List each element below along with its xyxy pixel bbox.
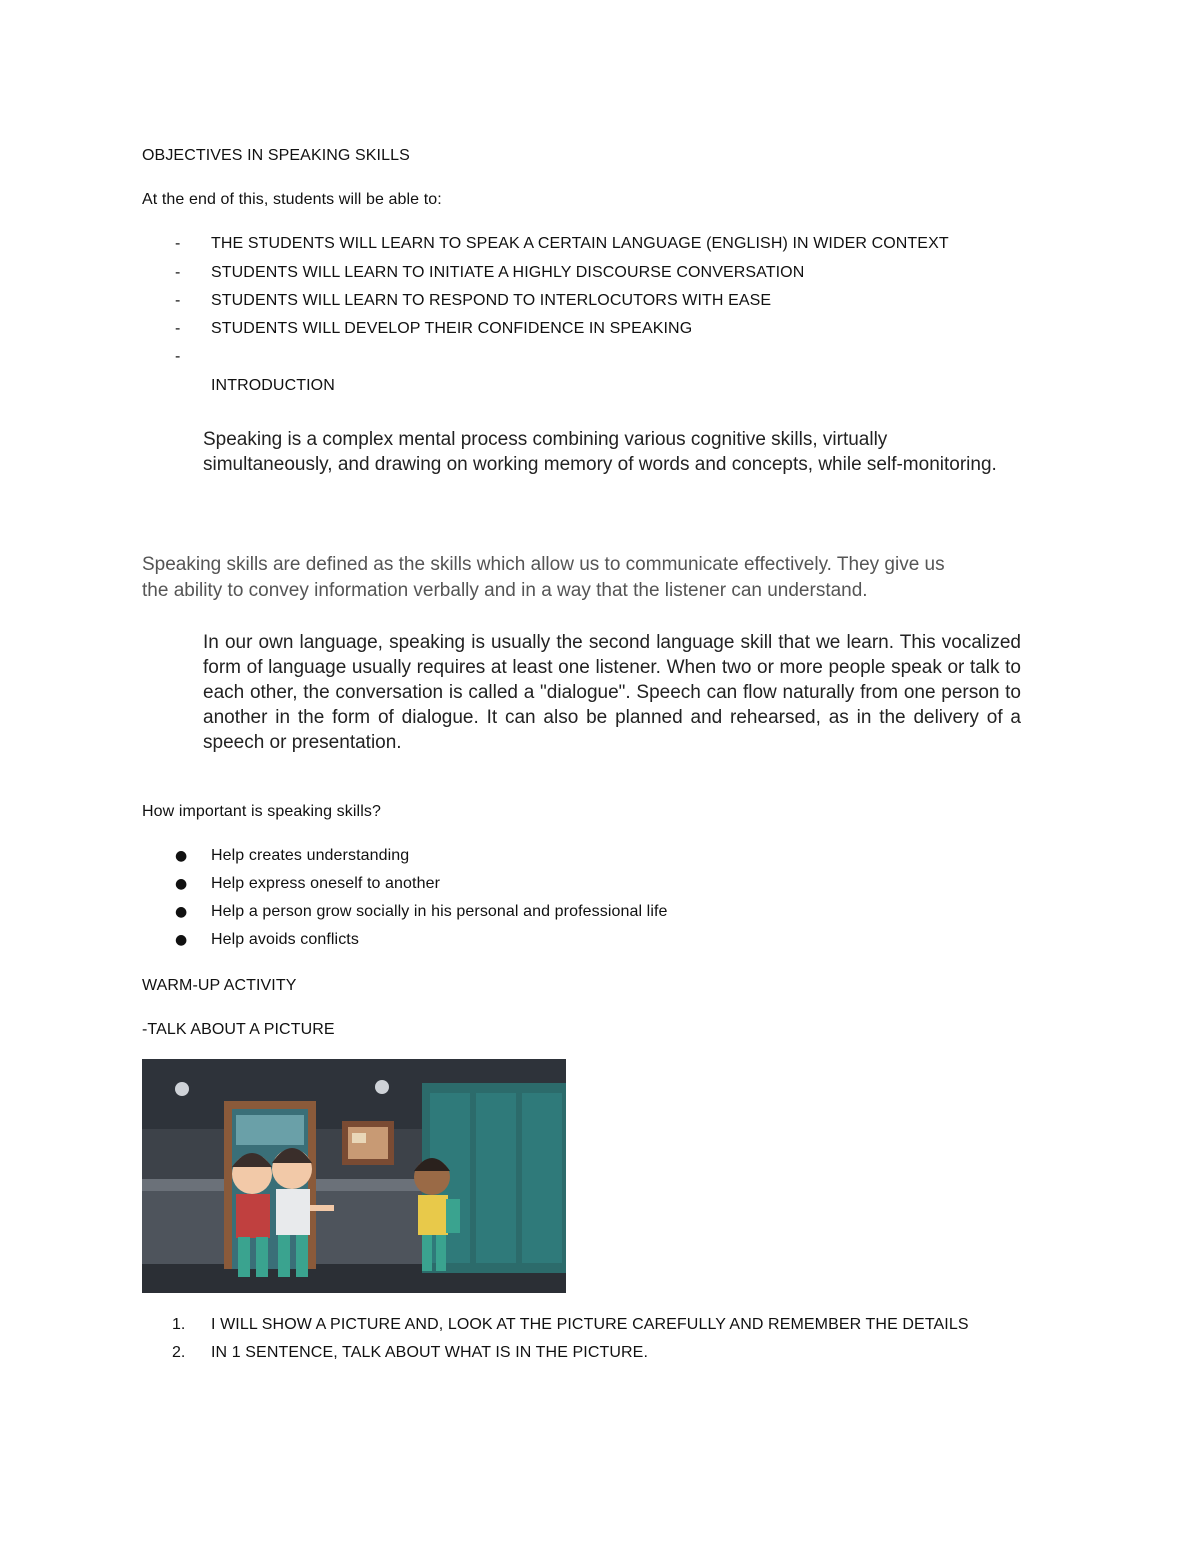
step-text: IN 1 SENTENCE, TALK ABOUT WHAT IS IN THE PICTURE. — [211, 1344, 648, 1361]
list-marker: - — [175, 264, 181, 281]
bullet-icon: ● — [175, 932, 188, 948]
warmup-title: WARM-UP ACTIVITY — [142, 977, 297, 994]
bullet-icon: ● — [175, 876, 188, 892]
step-text: I WILL SHOW A PICTURE AND, LOOK AT THE PICTURE CAREFULLY AND REMEMBER THE DETAILS — [211, 1316, 969, 1333]
camera-icon — [375, 1080, 389, 1094]
step-number: 1. — [172, 1316, 186, 1333]
importance-question: How important is speaking skills? — [142, 803, 381, 820]
warmup-subtitle: -TALK ABOUT A PICTURE — [142, 1021, 335, 1038]
introduction-heading: INTRODUCTION — [211, 377, 335, 394]
intro-paragraph-2-line-1: Speaking skills are defined as the skills which allow us to communicate effectively. They give us — [142, 554, 945, 575]
list-item: Help express oneself to another — [211, 875, 441, 892]
list-marker: - — [175, 235, 181, 252]
objectives-title: OBJECTIVES IN SPEAKING SKILLS — [142, 147, 410, 164]
bullet-icon: ● — [175, 848, 188, 864]
list-item: STUDENTS WILL LEARN TO INITIATE A HIGHLY DISCOURSE CONVERSATION — [211, 264, 805, 281]
list-marker: - — [175, 320, 181, 337]
intro-paragraph-2-line-2: the ability to convey information verbally and in a way that the listener can understand. — [142, 580, 868, 601]
list-item: Help avoids conflicts — [211, 931, 359, 948]
list-item: THE STUDENTS WILL LEARN TO SPEAK A CERTAIN LANGUAGE (ENGLISH) IN WIDER CONTEXT — [211, 235, 949, 252]
list-item: STUDENTS WILL DEVELOP THEIR CONFIDENCE IN SPEAKING — [211, 320, 693, 337]
list-item: Help a person grow socially in his personal and professional life — [211, 903, 668, 920]
list-item: STUDENTS WILL LEARN TO RESPOND TO INTERLOCUTORS WITH EASE — [211, 292, 772, 309]
list-marker: - — [175, 292, 181, 309]
list-item: Help creates understanding — [211, 847, 410, 864]
step-number: 2. — [172, 1344, 186, 1361]
objectives-lead: At the end of this, students will be able to: — [142, 191, 442, 208]
list-marker: - — [175, 348, 181, 365]
camera-icon — [175, 1082, 189, 1096]
intro-paragraph-1: Speaking is a complex mental process combining various cognitive skills, virtually simultaneously, and drawing on working memory of words and concepts, while self-monitoring. — [203, 429, 997, 475]
intro-paragraph-3: In our own language, speaking is usually the second language skill that we learn. This vocalized form of language usually requires at least one listener. When two or more people speak or talk to each other, the conversation is called a "dialogue". Speech can flow naturally from one person to another in the form of dialogue. It can also be planned and rehearsed, as in the delivery of a speech or presentation. — [203, 632, 1021, 753]
bullet-icon: ● — [175, 904, 188, 920]
hallway-illustration — [142, 1059, 566, 1293]
